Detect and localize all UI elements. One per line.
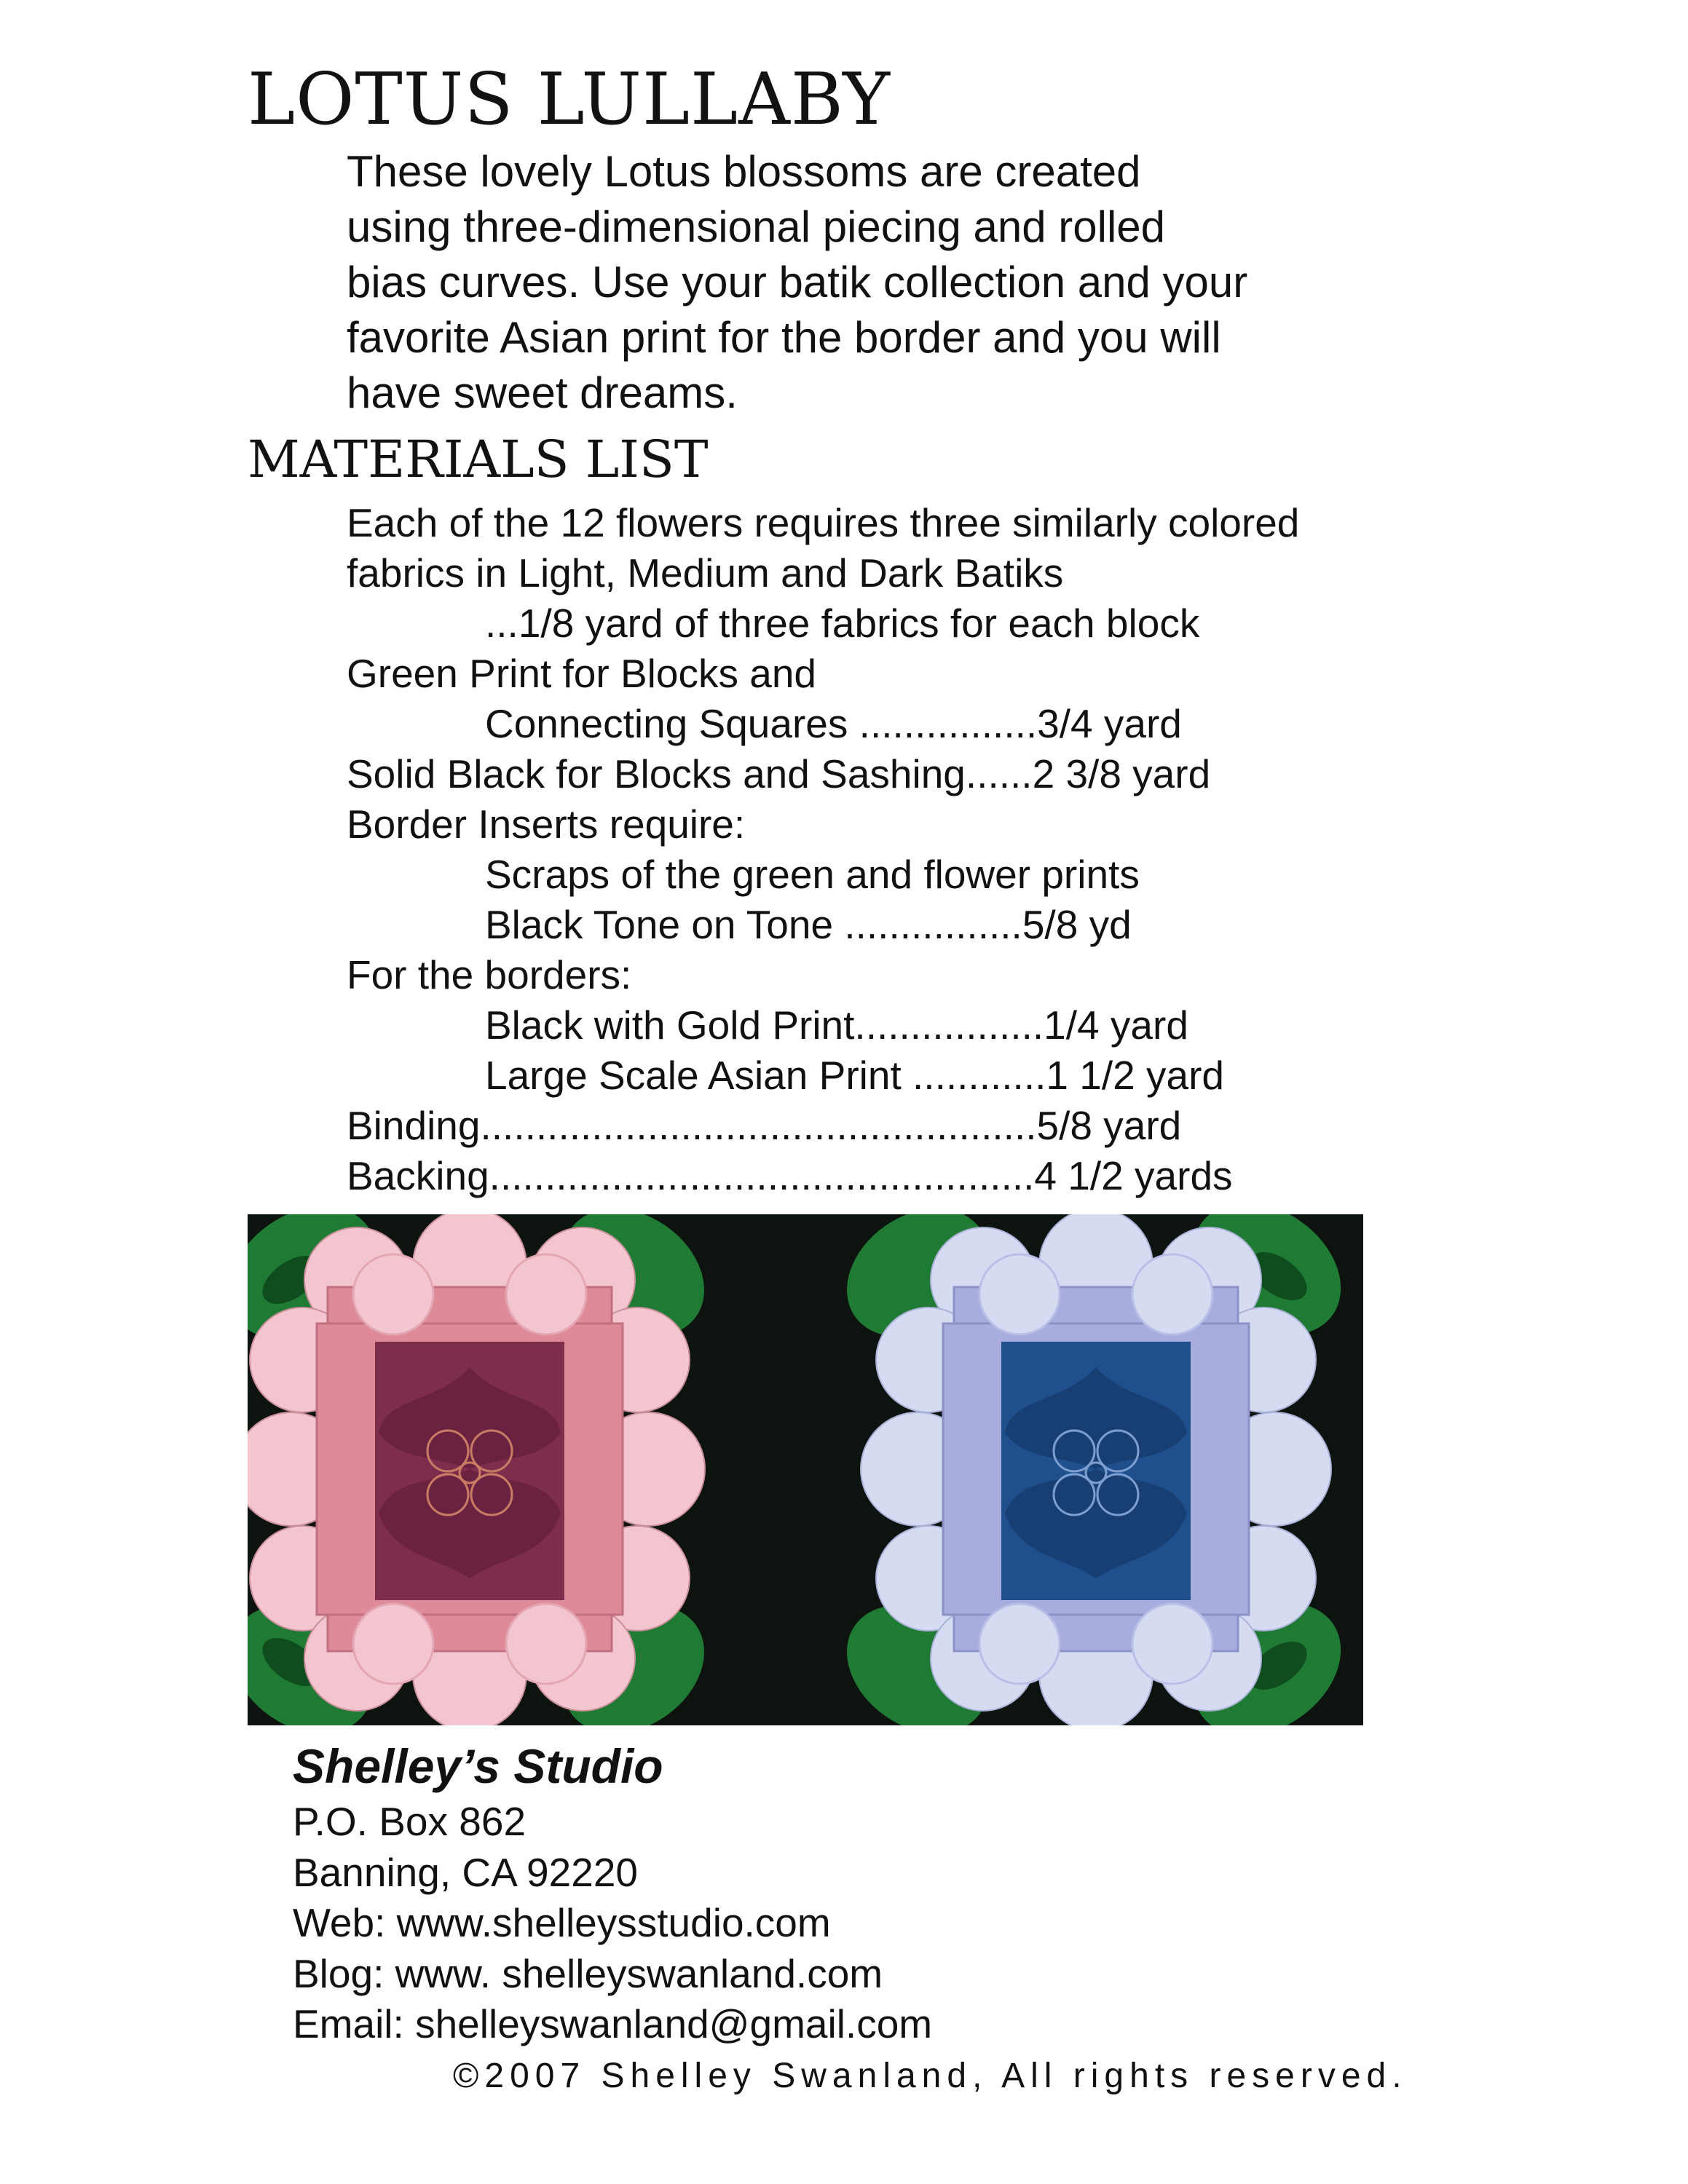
po-box: P.O. Box 862 — [293, 1799, 526, 1844]
contact-block — [293, 1797, 932, 2050]
materials-subitem: Black Tone on Tone ................5/8 yd — [485, 902, 1132, 947]
intro-line: bias curves. Use your batik collection and your — [347, 258, 1248, 306]
materials-subitem: Connecting Squares ................3/4 yard — [485, 701, 1182, 746]
inner-petal — [353, 1254, 433, 1334]
materials-list — [347, 498, 1299, 1201]
materials-subitem: Large Scale Asian Print ............1 1/2 yard — [485, 1053, 1224, 1098]
blog-address: Blog: www. shelleyswanland.com — [293, 1950, 883, 1996]
blue-lotus-block — [861, 1214, 1331, 1725]
inner-petal — [979, 1254, 1060, 1334]
materials-item: Binding..................................................5/8 yard — [347, 1103, 1182, 1148]
inner-petal — [979, 1604, 1060, 1684]
intro-line: using three-dimensional piecing and rolled — [347, 202, 1166, 251]
web-address: Web: www.shelleysstudio.com — [293, 1900, 831, 1945]
materials-heading: MATERIALS LIST — [248, 430, 709, 489]
materials-subitem: ...1/8 yard of three fabrics for each block — [485, 601, 1200, 646]
intro-line: These lovely Lotus blossoms are created — [347, 147, 1141, 196]
intro-line: favorite Asian print for the border and you will — [347, 313, 1221, 362]
materials-item: fabrics in Light, Medium and Dark Batiks — [347, 550, 1064, 596]
intro-line: have sweet dreams. — [347, 368, 738, 417]
materials-subitem: Black with Gold Print.................1/4 yard — [485, 1002, 1188, 1048]
materials-item: Border Inserts require: — [347, 802, 746, 847]
inner-petal — [506, 1254, 586, 1334]
page-title: LOTUS LULLABY — [248, 58, 891, 141]
inner-petal — [506, 1604, 586, 1684]
materials-subitem: Scraps of the green and flower prints — [485, 852, 1140, 897]
email-address: Email: shelleyswanland@gmail.com — [293, 2001, 933, 2046]
materials-item: Green Print for Blocks and — [347, 651, 817, 696]
intro-paragraph — [347, 144, 1454, 421]
studio-name: Shelley’s Studio — [293, 1739, 663, 1793]
quilt-photo — [248, 1214, 1363, 1725]
inner-petal — [1132, 1254, 1212, 1334]
city-state-zip: Banning, CA 92220 — [293, 1849, 638, 1895]
quilt-illustration — [248, 1214, 1363, 1725]
materials-item: For the borders: — [347, 952, 632, 997]
materials-item: Backing.................................................4 1/2 yards — [347, 1153, 1233, 1198]
copyright-notice: ©2007 Shelley Swanland, All rights reserved. — [453, 2057, 1408, 2095]
materials-item: Solid Black for Blocks and Sashing......2 3/8 yard — [347, 751, 1211, 796]
materials-item: Each of the 12 flowers requires three similarly colored — [347, 500, 1300, 545]
inner-petal — [353, 1604, 433, 1684]
inner-petal — [1132, 1604, 1212, 1684]
